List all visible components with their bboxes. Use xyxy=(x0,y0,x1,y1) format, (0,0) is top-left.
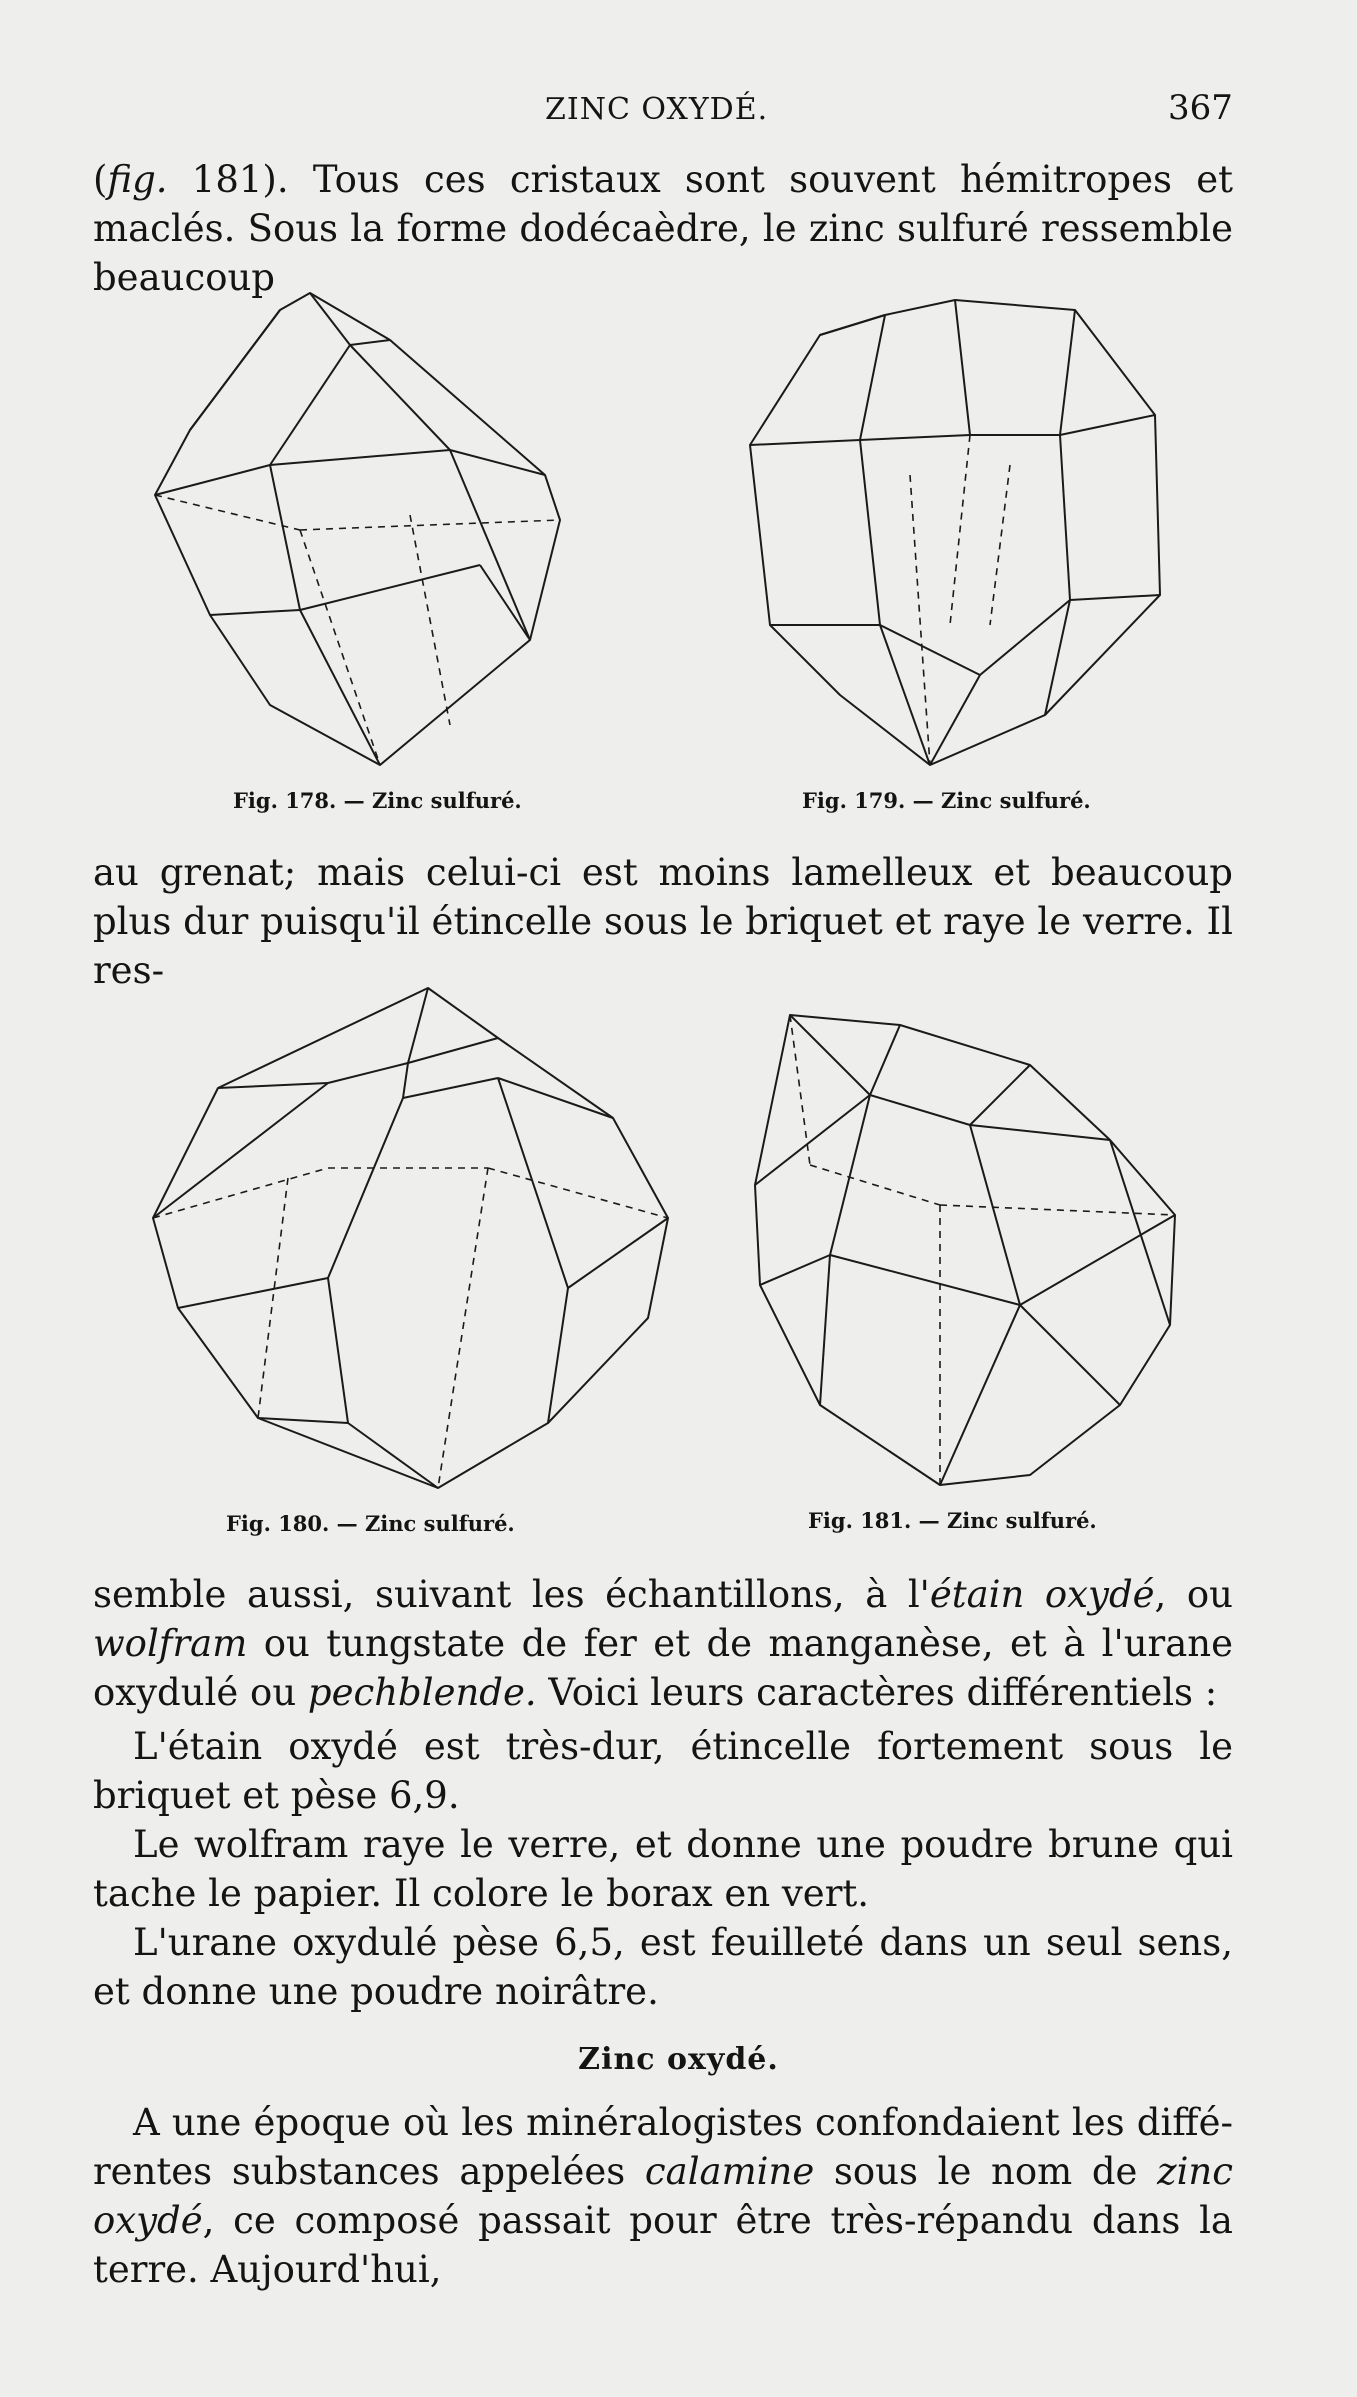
crystal-outline xyxy=(750,300,1160,765)
paragraph-5: Le wolfram raye le verre, et donne une poudre brune qui tache le papier. Il colore le borax en vert. xyxy=(93,1823,1233,1915)
paragraph-1: (fig. 181). Tous ces cristaux sont souvent hémitropes et maclés. Sous la forme dodécaèdre, le zinc sulfuré ressemble beaucoup xyxy=(93,158,1233,299)
figure-178-caption: Fig. 178. — Zinc sulfuré. xyxy=(233,788,522,813)
paragraph-3 xyxy=(93,1570,1233,1717)
figure-180-crystal xyxy=(148,978,673,1498)
crystal-outline xyxy=(155,293,560,765)
term-calamine: calamine xyxy=(644,2150,815,2193)
crystal-outline xyxy=(755,1015,1175,1485)
figure-179-crystal xyxy=(730,295,1170,775)
paragraph-6: L'urane oxydulé pèse 6,5, est feuilleté dans un seul sens, et donne une poudre noirâtre. xyxy=(93,1921,1233,2013)
term-zinc-oxyde: zinc oxydé xyxy=(93,2150,1233,2242)
term-etain-oxyde: étain oxydé xyxy=(929,1573,1155,1616)
paragraph-3-text-e: ou tungstate de fer et de manganèse, et à l'urane oxydulé ou xyxy=(93,1622,1233,1714)
term-wolfram: wolfram xyxy=(93,1622,248,1665)
running-head: ZINC OXYDÉ. xyxy=(545,92,769,127)
figure-180-caption: Fig. 180. — Zinc sulfuré. xyxy=(226,1511,515,1536)
paragraph-4: L'étain oxydé est très-dur, étincelle fortement sous le briquet et pèse 6,9. xyxy=(93,1725,1233,1817)
paragraph-3-text-c: , ou xyxy=(1154,1573,1233,1616)
paragraph-7-text-e: , ce composé passait pour être très-répandu dans la terre. Aujourd'hui, xyxy=(93,2199,1233,2291)
crystal-drawing-179 xyxy=(730,295,1170,775)
paragraph-2: au grenat; mais celui-ci est moins lamelleux et beaucoup plus dur puisqu'il étincelle sous le briquet et raye le verre. Il res- xyxy=(93,851,1233,992)
section-title: Zinc oxydé. xyxy=(578,2042,779,2077)
term-pechblende: pechblende. xyxy=(307,1671,537,1714)
crystal-drawing-180 xyxy=(148,978,673,1498)
figure-181-crystal xyxy=(750,1005,1190,1490)
paragraph-3-text-a: semble aussi, suivant les échantillons, à l' xyxy=(93,1573,930,1616)
figure-181-caption: Fig. 181. — Zinc sulfuré. xyxy=(808,1508,1097,1533)
paragraph-7-text-c: sous le nom de xyxy=(814,2150,1158,2193)
fig-reference: fig. xyxy=(107,158,168,201)
paragraph-7 xyxy=(93,2098,1233,2294)
page-number: 367 xyxy=(1168,88,1233,128)
paragraph-7-text-a: A une époque où les minéralogistes confondaient les différentes substances appelées xyxy=(93,2101,1233,2193)
crystal-drawing-178 xyxy=(150,285,570,775)
paragraph-1-text: 181). Tous ces cristaux sont souvent hémitropes et maclés. Sous la forme dodécaèdre, le zinc sulfuré ressemble beaucoup xyxy=(93,158,1233,299)
crystal-drawing-181 xyxy=(750,1005,1190,1490)
figure-179-caption: Fig. 179. — Zinc sulfuré. xyxy=(802,788,1091,813)
figure-178-crystal xyxy=(150,285,570,775)
paragraph-3-text-g: Voici leurs caractères différentiels : xyxy=(536,1671,1218,1714)
